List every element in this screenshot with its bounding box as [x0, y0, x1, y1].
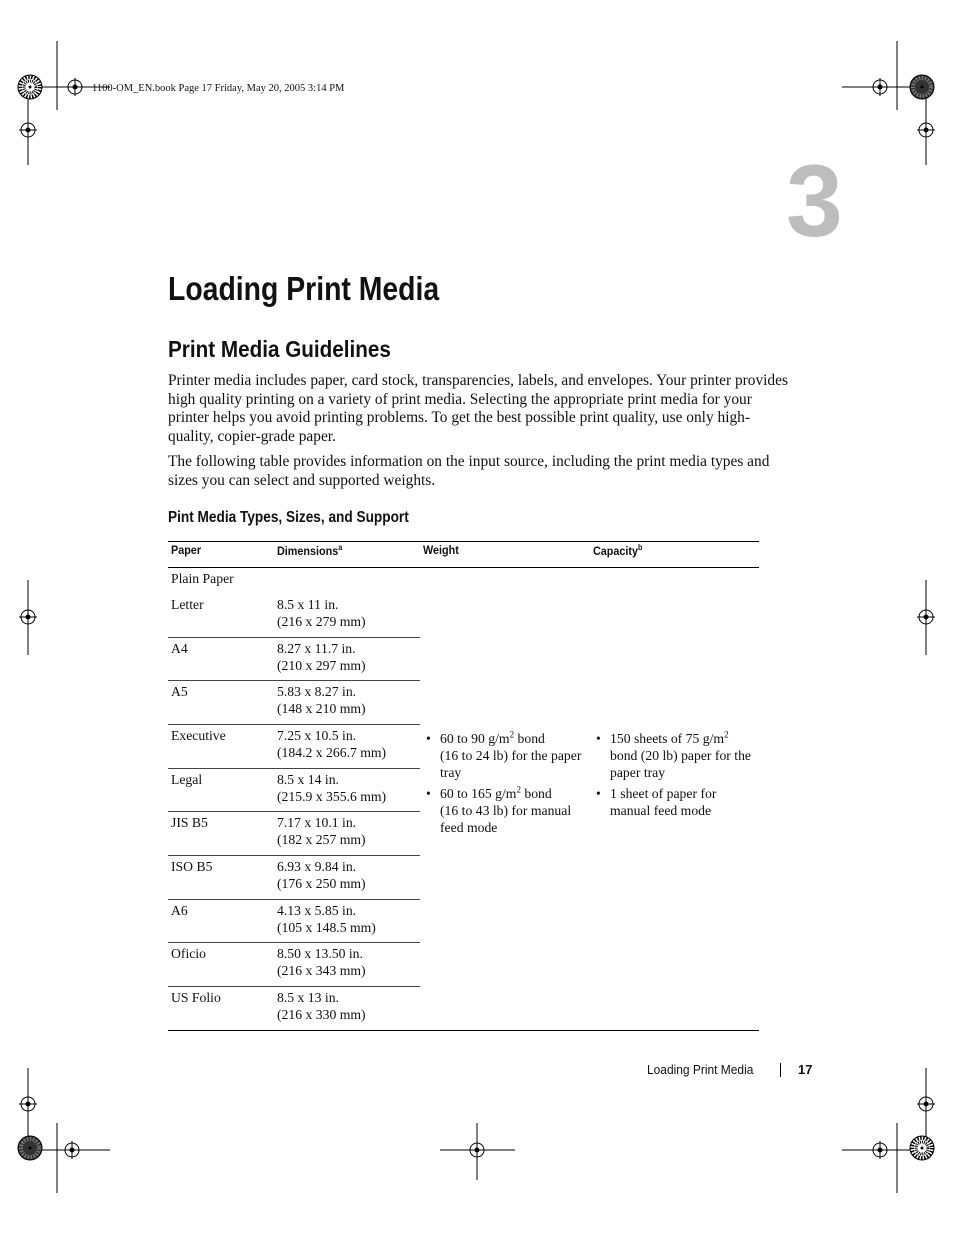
capacity-item: • 150 sheets of 75 $g/m^2$ bond (20 lb) paper for the paper tray: [596, 729, 752, 780]
header-weight: Weight: [423, 543, 459, 557]
header-dimensions: Dimensions$^a$: [277, 543, 343, 558]
dimensions-cell: 8.27 x 11.7 in. (210 x 297 mm): [277, 641, 366, 673]
row-separator: [168, 680, 420, 681]
paper-cell: A4: [171, 641, 188, 656]
weight-item: • 60 to 165 $g/m^2$ bond (16 to 43 lb) for manual feed mode: [426, 784, 572, 835]
table-top-rule: [168, 541, 759, 542]
dimensions-cell: 8.5 x 11 in. (216 x 279 mm): [277, 597, 366, 629]
page-title: Loading Print Media: [168, 270, 440, 307]
row-separator: [168, 811, 420, 812]
footer-section-name: Loading Print Media: [647, 1062, 754, 1077]
table-header-rule: [168, 567, 759, 568]
paper-cell: A5: [171, 684, 188, 699]
row-separator: [168, 768, 420, 769]
group-label: Plain Paper: [171, 571, 234, 586]
paper-cell: A6: [171, 903, 188, 918]
dimensions-cell: 6.93 x 9.84 in. (176 x 250 mm): [277, 859, 366, 891]
paper-cell: Legal: [171, 772, 203, 787]
print-file-info: 1100-OM_EN.book Page 17 Friday, May 20, 2005 3:14 PM: [92, 83, 345, 94]
paper-cell: JIS B5: [171, 815, 208, 830]
weight-item: • 60 to 90 $g/m^2$ bond (16 to 24 lb) for the paper tray: [426, 729, 582, 780]
table-title: Pint Media Types, Sizes, and Support: [168, 509, 409, 526]
row-separator: [168, 942, 420, 943]
intro-paragraph: Printer media includes paper, card stock, transparencies, labels, and envelopes. Your printer provides high quality printing on a variety of print media. Selecting the appropriate print media for your printer helps you avoid printing problems. To get the best possible print quality, use only high-quality, copier-grade paper.: [168, 372, 788, 446]
row-separator: [168, 637, 420, 638]
table-bottom-rule: [168, 1030, 759, 1031]
row-separator: [168, 724, 420, 725]
row-separator: [168, 899, 420, 900]
row-separator: [168, 855, 420, 856]
dimensions-cell: 7.17 x 10.1 in. (182 x 257 mm): [277, 815, 366, 847]
paper-cell: Letter: [171, 597, 204, 612]
section-heading: Print Media Guidelines: [168, 336, 391, 362]
dimensions-cell: 4.13 x 5.85 in. (105 x 148.5 mm): [277, 903, 376, 935]
header-paper: Paper: [171, 543, 202, 557]
capacity-item: • 1 sheet of paper for manual feed mode: [596, 786, 717, 818]
dimensions-cell: 5.83 x 8.27 in. (148 x 210 mm): [277, 684, 366, 716]
paper-cell: ISO B5: [171, 859, 213, 874]
header-capacity: Capacity$^b$: [593, 543, 643, 558]
dimensions-cell: 8.5 x 13 in. (216 x 330 mm): [277, 990, 366, 1022]
chapter-number: 3: [786, 144, 843, 258]
paper-cell: US Folio: [171, 990, 221, 1005]
dimensions-cell: 7.25 x 10.5 in. (184.2 x 266.7 mm): [277, 728, 387, 760]
dimensions-cell: 8.50 x 13.50 in. (216 x 343 mm): [277, 946, 366, 978]
dimensions-cell: 8.5 x 14 in. (215.9 x 355.6 mm): [277, 772, 387, 804]
page-number: 17: [798, 1062, 813, 1077]
table-intro-paragraph: The following table provides information on the input source, including the print media types and sizes you can select and supported weights.: [168, 453, 770, 489]
paper-cell: Oficio: [171, 946, 206, 961]
footer-separator: [780, 1063, 781, 1077]
row-separator: [168, 986, 420, 987]
paper-cell: Executive: [171, 728, 226, 743]
